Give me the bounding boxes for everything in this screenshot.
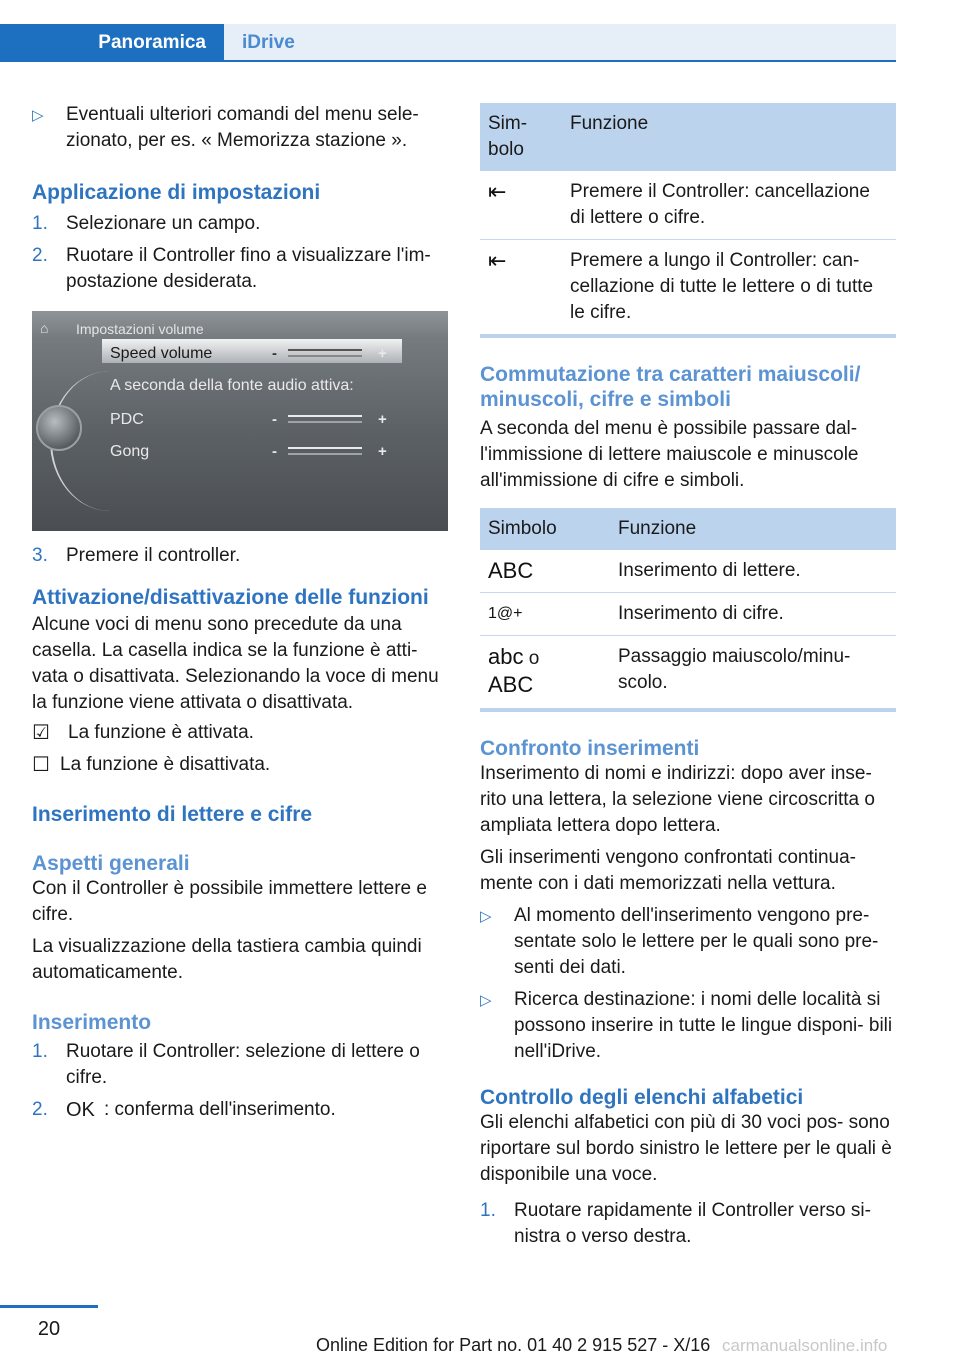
paragraph-aspetti-1: Con il Controller è possibile immettere lettere e cifre. <box>32 878 427 925</box>
footer-rule <box>0 1305 98 1308</box>
or-text: o <box>528 648 540 669</box>
unchecked-line <box>32 752 448 778</box>
table-header: Simbolo <box>480 508 610 550</box>
table-header: Funzione <box>562 103 896 171</box>
unchecked-text: La funzione è disattivata. <box>60 754 271 775</box>
symbol-table-case <box>480 508 896 708</box>
paragraph-attivazione: Alcune voci di menu sono precedute da una casella. La casella indica se la funzione è atti- vata o disattivata. Selezionando la voce di menu la funzione viene attivata o disattivata. <box>32 614 439 713</box>
heading-attivazione: Attivazione/disattivazione delle funzioni <box>32 586 429 609</box>
step-item <box>32 243 448 295</box>
bullet-text: Eventuali ulteriori comandi del menu sele- zionato, per es. « Memorizza stazione ». <box>66 104 419 151</box>
step-item <box>32 543 448 569</box>
step-number: 1. <box>32 213 48 234</box>
minus-sign: - <box>272 443 277 460</box>
tab-panoramica[interactable]: Panoramica <box>0 24 224 62</box>
step-number: 2. <box>32 1099 48 1120</box>
table-header: Sim- bolo <box>480 103 562 171</box>
step-text: Ruotare il Controller: selezione di lettere o cifre. <box>66 1041 420 1088</box>
step-number: 3. <box>32 545 48 566</box>
case-toggle-cell <box>480 636 610 709</box>
edition-text: Online Edition for Part no. 01 40 2 915 527 - X/16 <box>316 1335 711 1355</box>
home-icon: ⌂ <box>40 320 49 336</box>
step-item <box>32 1039 448 1091</box>
table-row <box>480 550 896 593</box>
screen-row-fonte-audio: A seconda della fonte audio attiva: <box>110 377 354 394</box>
idrive-screen-image <box>32 311 448 531</box>
screen-row-pdc: PDC <box>110 411 144 428</box>
header-divider <box>0 60 896 62</box>
step-number: 1. <box>32 1041 48 1062</box>
heading-confronto: Confronto inserimenti <box>480 737 700 760</box>
table-row <box>480 171 896 240</box>
table-row <box>480 240 896 335</box>
paragraph-commutazione: A seconda del menu è possibile passare dal- l'immissione di lettere maiuscole e minuscole all'immissione di cifre e simboli. <box>480 418 859 491</box>
paragraph-aspetti-2: La visualizzazione della tastiera cambia quindi automaticamente. <box>32 936 422 983</box>
bullet-item <box>480 987 896 1065</box>
triangle-bullet-icon: ▷ <box>480 992 492 1009</box>
bullet-text: Al momento dell'inserimento vengono pre- sentate solo le lettere per le quali sono pre- senti dei dati. <box>514 905 879 978</box>
step-text: Ruotare il Controller fino a visualizzare l'im- postazione desiderata. <box>66 245 431 292</box>
step-number: 2. <box>32 245 48 266</box>
heading-aspetti: Aspetti generali <box>32 852 190 875</box>
heading-inserimento-lettere: Inserimento di lettere e cifre <box>32 803 313 826</box>
volume-slider <box>288 349 362 357</box>
bullet-item <box>32 102 448 154</box>
symbol-table-delete <box>480 103 896 334</box>
step-item <box>480 1198 896 1250</box>
checkbox-checked-icon: ☑ <box>32 722 50 744</box>
bullet-text: Ricerca destinazione: i nomi delle località si possono inserire in tutte le lingue disponi- bili nell'iDrive. <box>514 989 893 1062</box>
checked-text: La funzione è attivata. <box>68 722 254 743</box>
table-end-rule <box>480 708 896 712</box>
table-cell: Inserimento di cifre. <box>610 593 896 636</box>
plus-sign: + <box>378 443 387 460</box>
paragraph-confronto-1: Inserimento di nomi e indirizzi: dopo aver inse- rito una lettera, la selezione viene circoscritta o ampliata lettera dopo lettera. <box>480 763 875 836</box>
table-end-rule <box>480 334 896 338</box>
checkbox-empty-icon: ☐ <box>32 754 50 776</box>
abc-uppercase-icon: ABC <box>480 550 610 593</box>
paragraph-controllo: Gli elenchi alfabetici con più di 30 voci pos- sono riportare sul bordo sinistro le lettere per le quali è disponibile una voce. <box>480 1112 892 1185</box>
step-item <box>32 211 448 237</box>
table-cell: Passaggio maiuscolo/minu- scolo. <box>618 646 851 693</box>
heading-inserimento: Inserimento <box>32 1011 152 1034</box>
plus-sign: + <box>378 345 387 362</box>
screen-row-speed-volume: Speed volume <box>110 345 213 362</box>
table-header: Funzione <box>610 508 896 550</box>
triangle-bullet-icon: ▷ <box>32 107 44 124</box>
delete-left-icon: ⇤ <box>488 248 507 273</box>
plus-sign: + <box>378 411 387 428</box>
numbers-symbols-icon: 1@+ <box>480 593 610 636</box>
ok-icon: OK <box>66 1099 95 1121</box>
controller-knob-icon <box>36 405 82 451</box>
watermark: carmanualsonline.info <box>722 1336 888 1355</box>
table-row <box>480 593 896 636</box>
heading-commutazione: Commutazione tra caratteri maiuscoli/ minuscoli, cifre e simboli <box>480 363 861 411</box>
step-text: Ruotare rapidamente il Controller verso si- nistra o verso destra. <box>514 1200 871 1247</box>
triangle-bullet-icon: ▷ <box>480 908 492 925</box>
step-text: Selezionare un campo. <box>66 213 261 234</box>
table-cell: Premere a lungo il Controller: can- cellazione di tutte le lettere o di tutte le cifre. <box>570 250 874 323</box>
checked-line <box>32 720 448 746</box>
step-text: : conferma dell'inserimento. <box>104 1099 336 1120</box>
tab-idrive[interactable]: iDrive <box>224 24 896 62</box>
table-cell: Premere il Controller: cancellazione di lettere o cifre. <box>562 171 896 240</box>
minus-sign: - <box>272 345 277 362</box>
heading-controllo: Controllo degli elenchi alfabetici <box>480 1086 804 1109</box>
heading-impostazioni: Applicazione di impostazioni <box>32 181 321 204</box>
right-column <box>480 103 896 1250</box>
abc-uppercase-icon: ABC <box>488 672 534 697</box>
screen-title: Impostazioni volume <box>76 321 204 337</box>
screen-row-gong: Gong <box>110 443 150 460</box>
step-text: Premere il controller. <box>66 545 241 566</box>
paragraph-confronto-2: Gli inserimenti vengono confrontati continua- mente con i dati memorizzati nella vettura. <box>480 847 856 894</box>
header-bar <box>0 0 960 62</box>
page-number: 20 <box>37 1318 61 1340</box>
minus-sign: - <box>272 411 277 428</box>
bullet-item <box>480 903 896 981</box>
pdc-slider <box>288 415 362 423</box>
step-item <box>32 1097 448 1123</box>
step-number: 1. <box>480 1200 496 1221</box>
delete-left-icon: ⇤ <box>480 171 562 240</box>
gong-slider <box>288 447 362 455</box>
abc-lowercase-icon: abc <box>488 644 524 669</box>
left-column <box>32 100 448 1123</box>
table-row <box>480 636 896 709</box>
table-cell: Inserimento di lettere. <box>610 550 896 593</box>
